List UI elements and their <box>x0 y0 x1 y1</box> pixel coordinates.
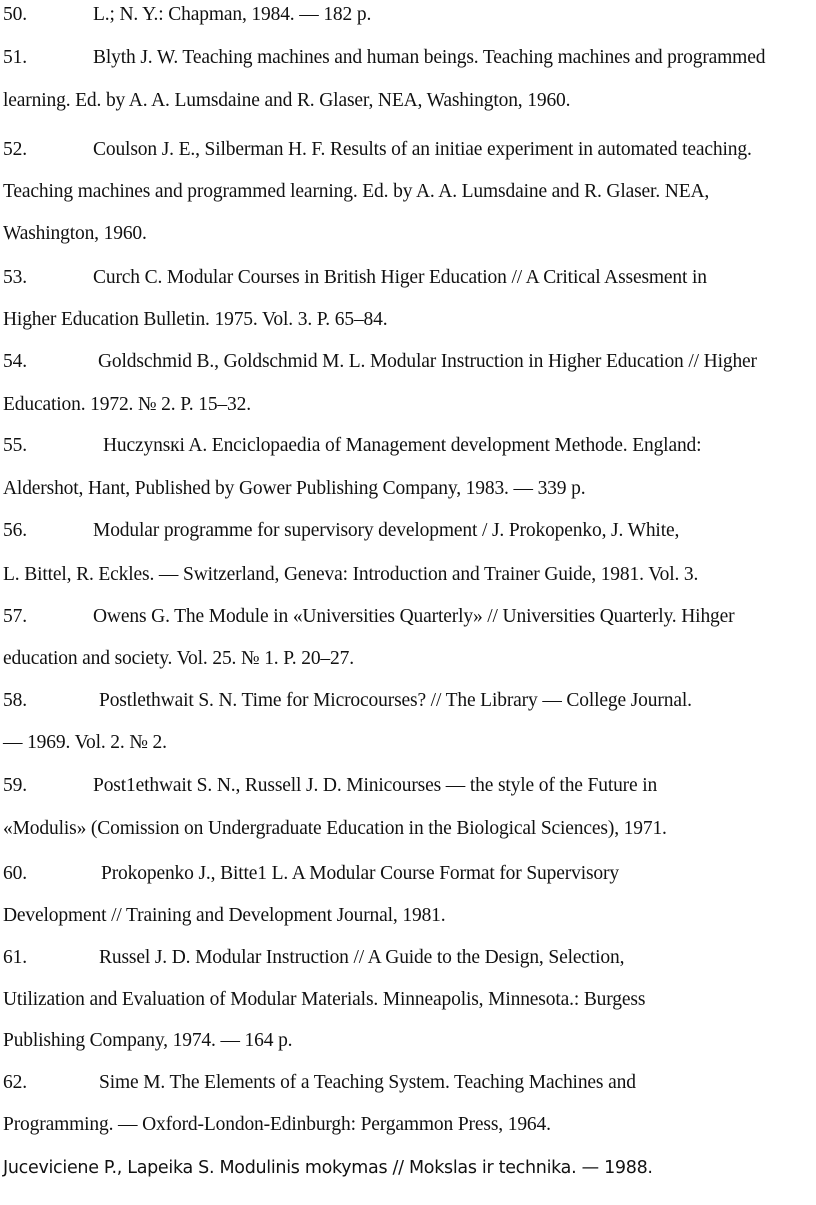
reference-53-line-1 <box>3 266 816 290</box>
reference-text: learning. Ed. by A. A. Lumsdaine and R. Glaser, NEA, Washington, 1960. <box>3 90 571 111</box>
reference-number: 62. <box>3 1072 27 1093</box>
reference-52-line-3 <box>3 222 816 246</box>
reference-number: 57. <box>3 606 27 627</box>
reference-61-line-3 <box>3 1029 816 1053</box>
reference-61-line-1 <box>3 946 816 970</box>
reference-56-line-1 <box>3 519 816 543</box>
reference-text: Aldershot, Hant, Published by Gower Publishing Company, 1983. — 339 p. <box>3 478 586 499</box>
reference-text: Post1ethwait S. N., Russell J. D. Minicourses — the style of the Future in <box>93 775 658 796</box>
reference-text: Publishing Company, 1974. — 164 p. <box>3 1030 293 1051</box>
reference-53-line-2 <box>3 308 816 332</box>
reference-55-line-2 <box>3 477 816 501</box>
reference-54-line-2 <box>3 393 816 417</box>
reference-50-line-1 <box>3 3 816 27</box>
reference-text: L. Bittel, R. Eckles. — Switzerland, Geneva: Introduction and Trainer Guide, 1981. Vol. 3. <box>3 564 699 585</box>
reference-61-line-2 <box>3 988 816 1012</box>
reference-text: «Modulis» (Comission on Undergraduate Education in the Biological Sciences), 1971. <box>3 818 667 839</box>
reference-62-line-1 <box>3 1071 816 1095</box>
reference-text: Curch C. Modular Courses in British Higer Education // A Critical Assesment in <box>93 267 707 288</box>
reference-62-line-2 <box>3 1113 816 1137</box>
reference-58-line-2 <box>3 731 816 755</box>
reference-number: 53. <box>3 267 27 288</box>
reference-number: 61. <box>3 947 27 968</box>
reference-text: Russel J. D. Modular Instruction // A Guide to the Design, Selection, <box>99 947 625 968</box>
reference-text: Programming. — Oxford-London-Edinburgh: Pergammon Press, 1964. <box>3 1114 551 1135</box>
reference-text: Teaching machines and programmed learning. Ed. by A. A. Lumsdaine and R. Glaser. NEA, <box>3 181 710 202</box>
reference-59-line-1 <box>3 774 816 798</box>
reference-text: Modular programme for supervisory development / J. Prokopenko, J. White, <box>93 520 680 541</box>
reference-text: Goldschmid B., Goldschmid M. L. Modular Instruction in Higher Education // Higher <box>98 351 757 372</box>
reference-number: 56. <box>3 520 27 541</box>
reference-60-line-1 <box>3 862 816 886</box>
reference-text: Washington, 1960. <box>3 223 147 244</box>
reference-58-line-1 <box>3 689 816 713</box>
reference-text: education and society. Vol. 25. № 1. P. 20–27. <box>3 648 354 669</box>
reference-56-line-2 <box>3 563 816 587</box>
reference-text: Development // Training and Development Journal, 1981. <box>3 905 446 926</box>
reference-60-line-2 <box>3 904 816 928</box>
reference-text: Education. 1972. № 2. P. 15–32. <box>3 394 251 415</box>
reference-text: Blyth J. W. Teaching machines and human beings. Teaching machines and programmed <box>93 47 766 68</box>
reference-number: 58. <box>3 690 27 711</box>
reference-text: Owens G. The Module in «Universities Quarterly» // Universities Quarterly. Hihger <box>93 606 735 627</box>
reference-text: Prokopenko J., Bitte1 L. A Modular Course Format for Supervisory <box>101 863 619 884</box>
reference-text: Utilization and Evaluation of Modular Materials. Minneapolis, Minnesota.: Burgess <box>3 989 646 1010</box>
reference-51-line-1 <box>3 46 816 70</box>
reference-51-line-2 <box>3 89 816 113</box>
reference-text: — 1969. Vol. 2. № 2. <box>3 732 167 753</box>
reference-number: 55. <box>3 435 27 456</box>
reference-59-line-2 <box>3 817 816 841</box>
reference-number: 52. <box>3 139 27 160</box>
reference-55-line-1 <box>3 434 816 458</box>
reference-text: Huczynsкi A. Enciclopaedia of Management development Methode. England: <box>103 435 702 456</box>
reference-text: Higher Education Bulletin. 1975. Vol. 3. P. 65–84. <box>3 309 388 330</box>
reference-final-line: Juceviciene P., Lapeika S. Modulinis mokymas // Mokslas ir technika. — 1988. <box>3 1158 653 1178</box>
reference-text: L.; N. Y.: Chapman, 1984. — 182 p. <box>93 4 372 25</box>
reference-number: 54. <box>3 351 27 372</box>
reference-text: Sime M. The Elements of a Teaching System. Teaching Machines and <box>99 1072 636 1093</box>
reference-54-line-1 <box>3 350 816 374</box>
reference-52-line-1 <box>3 138 816 162</box>
reference-text: Postlethwait S. N. Time for Microcourses? // The Library — College Journal. <box>99 690 692 711</box>
reference-52-line-2 <box>3 180 816 204</box>
reference-number: 50. <box>3 4 27 25</box>
reference-57-line-1 <box>3 605 816 629</box>
reference-57-line-2 <box>3 647 816 671</box>
reference-number: 51. <box>3 47 27 68</box>
reference-number: 59. <box>3 775 27 796</box>
reference-text: Coulson J. E., Silberman H. F. Results of an initiae experiment in automated teaching. <box>93 139 752 160</box>
reference-number: 60. <box>3 863 27 884</box>
